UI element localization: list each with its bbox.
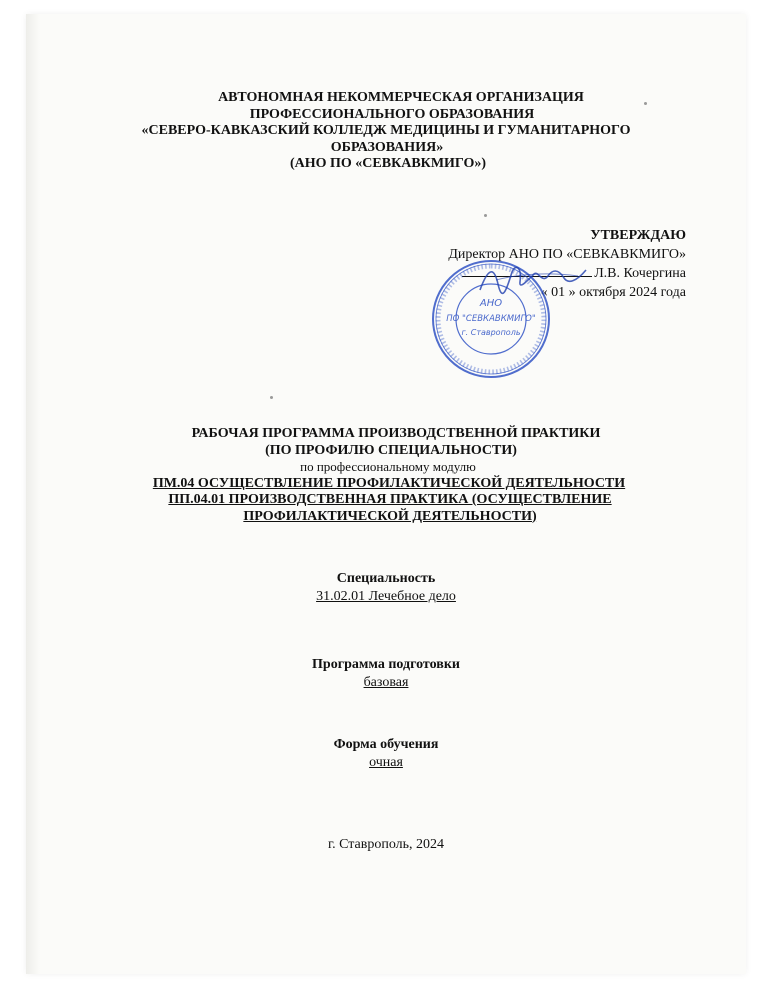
program-title	[26, 426, 746, 525]
header-line-2: ПРОФЕССИОНАЛЬНОГО ОБРАЗОВАНИЯ	[249, 106, 535, 122]
title-line-1: РАБОЧАЯ ПРОГРАММА ПРОИЗВОДСТВЕННОЙ ПРАКТИКИ	[191, 426, 601, 441]
header-line-1: АВТОНОМНАЯ НЕКОММЕРЧЕСКАЯ ОРГАНИЗАЦИЯ	[218, 90, 584, 105]
scan-speck	[484, 214, 487, 217]
city-year: г. Ставрополь, 2024	[327, 837, 445, 852]
practice-name-line-1: ПП.04.01 ПРОИЗВОДСТВЕННАЯ ПРАКТИКА (ОСУЩЕСТВЛЕНИЕ	[168, 492, 612, 507]
program-section	[26, 656, 746, 692]
study-form-label: Форма обучения	[333, 737, 439, 752]
document-page	[26, 14, 746, 974]
handwritten-signature	[478, 262, 588, 298]
specialty-section	[26, 570, 746, 606]
title-line-3: по профессиональному модулю	[300, 459, 476, 474]
city-year-footer	[26, 836, 746, 854]
scan-speck	[644, 102, 647, 105]
header-line-3: «СЕВЕРО-КАВКАЗСКИЙ КОЛЛЕДЖ МЕДИЦИНЫ И ГУМАНИТАРНОГО	[141, 123, 631, 138]
header-line-4: ОБРАЗОВАНИЯ»	[330, 139, 444, 155]
organization-header	[26, 90, 746, 173]
program-value: базовая	[363, 675, 409, 690]
approval-date: « 01 » октября 2024 года	[540, 285, 686, 300]
stamp-center-line-2: ПО "СЕВКАВКМИГО"	[446, 314, 536, 324]
approval-position: Директор АНО ПО «СЕВКАВКМИГО»	[448, 247, 686, 262]
specialty-label: Специальность	[336, 571, 436, 586]
study-form-section	[26, 736, 746, 772]
scan-speck	[270, 396, 273, 399]
stamp-center-line-1: АНО	[479, 298, 503, 309]
study-form-value: очная	[369, 755, 403, 770]
module-name: ПМ.04 ОСУЩЕСТВЛЕНИЕ ПРОФИЛАКТИЧЕСКОЙ ДЕЯТЕЛЬНОСТИ	[152, 475, 626, 491]
approval-signatory: Л.В. Кочергина	[594, 266, 686, 281]
practice-name-line-2: ПРОФИЛАКТИЧЕСКОЙ ДЕЯТЕЛЬНОСТИ)	[243, 508, 537, 524]
specialty-value: 31.02.01 Лечебное дело	[316, 589, 456, 604]
header-line-5: (АНО ПО «СЕВКАВКМИГО»)	[289, 156, 487, 171]
program-label: Программа подготовки	[312, 657, 460, 672]
title-line-2: (ПО ПРОФИЛЮ СПЕЦИАЛЬНОСТИ)	[265, 442, 517, 458]
approval-heading: УТВЕРЖДАЮ	[590, 228, 686, 243]
stamp-center-line-3: г. Ставрополь	[461, 328, 521, 337]
